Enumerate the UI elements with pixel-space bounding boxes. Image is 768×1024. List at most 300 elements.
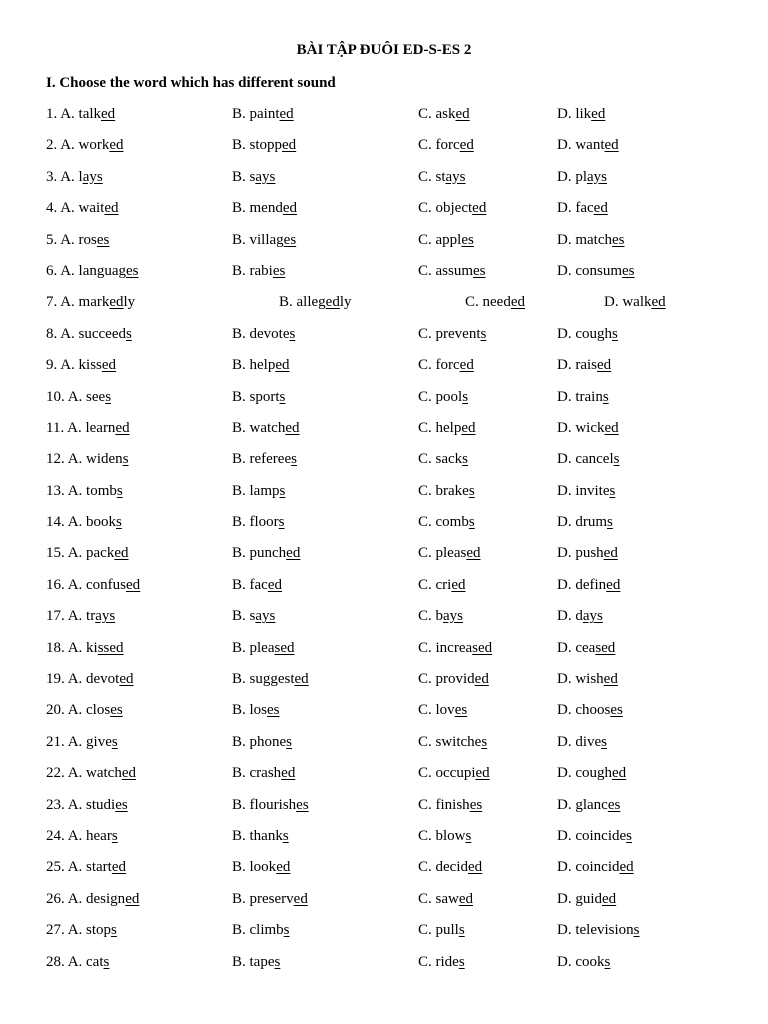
underlined-ending: ed xyxy=(282,200,298,217)
underlined-ending: es xyxy=(267,702,280,719)
option-c xyxy=(418,671,489,688)
option-text: A. watch xyxy=(67,765,122,782)
option-text: B. tape xyxy=(232,953,275,970)
question-row xyxy=(0,859,768,890)
option-text: D. dive xyxy=(557,733,602,750)
question-number: 13. xyxy=(46,482,68,499)
underlined-ending: ed xyxy=(125,890,140,907)
option-d xyxy=(557,922,640,939)
option-text: D. train xyxy=(557,388,603,405)
question-number: 21. xyxy=(46,733,68,750)
option-text: D. wick xyxy=(557,419,605,436)
option-text: A. stop xyxy=(67,922,112,939)
question-number: 5. xyxy=(46,231,61,248)
underlined-ending: ed xyxy=(285,419,300,436)
question-number: 3. xyxy=(46,168,61,185)
option-text: C. brake xyxy=(418,482,469,499)
option-c xyxy=(418,420,476,437)
option-b xyxy=(232,577,282,594)
option-text: A. work xyxy=(60,137,110,154)
question-row xyxy=(0,137,768,168)
option-d xyxy=(604,294,666,311)
option-a xyxy=(46,232,109,249)
option-a xyxy=(46,922,117,939)
option-b xyxy=(232,671,309,688)
question-number: 8. xyxy=(46,325,61,342)
underlined-ending: es xyxy=(461,231,474,248)
underlined-ending: s xyxy=(105,388,112,405)
option-text: D. cea xyxy=(557,639,596,656)
underlined-ending: ed xyxy=(286,545,301,562)
option-text: C. occupi xyxy=(418,765,476,782)
option-c xyxy=(418,514,475,531)
option-text: B. crash xyxy=(232,765,282,782)
underlined-ending: ed xyxy=(121,765,137,782)
option-c xyxy=(418,859,482,876)
question-row xyxy=(0,608,768,639)
underlined-ending: ed xyxy=(101,357,117,374)
option-d xyxy=(557,263,635,280)
option-b xyxy=(232,828,289,845)
question-number: 14. xyxy=(46,514,68,531)
question-row xyxy=(0,514,768,545)
option-text: B. villag xyxy=(232,231,284,248)
option-c xyxy=(418,765,490,782)
option-d xyxy=(557,859,634,876)
option-text: A. kiss xyxy=(60,357,102,374)
option-c xyxy=(418,483,475,500)
underlined-ending: ays xyxy=(587,168,607,185)
option-b xyxy=(232,734,292,751)
question-row xyxy=(0,420,768,451)
underlined-ending: ed xyxy=(119,671,134,688)
option-b xyxy=(232,797,309,814)
option-text: C. lov xyxy=(418,702,455,719)
underlined-ending: ed xyxy=(276,859,291,876)
option-text: C. provid xyxy=(418,671,475,688)
underlined-ending: ed xyxy=(109,294,124,311)
option-d xyxy=(557,577,620,594)
option-c xyxy=(418,702,467,719)
underlined-ending: ays xyxy=(255,608,276,625)
option-text: D. pl xyxy=(557,168,587,185)
option-b xyxy=(232,483,285,500)
underlined-ending: ed xyxy=(459,357,474,374)
option-text: A. tomb xyxy=(67,482,117,499)
underlined-ending: s xyxy=(126,325,132,342)
underlined-ending: s xyxy=(116,482,123,499)
option-text: B. s xyxy=(232,608,256,625)
option-text: A. pack xyxy=(67,545,115,562)
underlined-ending: ed xyxy=(458,890,474,907)
option-c xyxy=(418,451,468,468)
underlined-ending: ed xyxy=(115,419,130,436)
question-number: 17. xyxy=(46,608,68,625)
option-text: B. rabi xyxy=(232,262,273,279)
option-text: A. ki xyxy=(67,639,98,656)
underlined-ending: es xyxy=(469,796,483,813)
option-text: B. flourish xyxy=(232,796,297,813)
underlined-ending: es xyxy=(110,702,123,719)
option-c xyxy=(418,797,482,814)
option-text: B. punch xyxy=(232,545,287,562)
underlined-ending: s xyxy=(111,733,118,750)
underlined-ending: s xyxy=(465,827,472,844)
option-text: A. languag xyxy=(60,262,127,279)
underlined-ending: ed xyxy=(603,671,618,688)
option-text: D. coincid xyxy=(557,859,620,876)
option-text: D. wish xyxy=(557,671,604,688)
option-text: B. phone xyxy=(232,733,287,750)
option-text: C. ask xyxy=(418,106,456,122)
option-d xyxy=(557,169,607,186)
option-text: B. look xyxy=(232,859,277,876)
option-d xyxy=(557,954,610,971)
underlined-ending: ed xyxy=(510,294,525,311)
option-a xyxy=(46,294,135,311)
underlined-ending: ed xyxy=(455,106,470,122)
option-text: D. cough xyxy=(557,325,612,342)
underlined-ending: ays xyxy=(582,608,603,625)
option-d xyxy=(557,640,615,657)
underlined-ending: s xyxy=(609,482,616,499)
underlined-ending: ed xyxy=(603,545,618,562)
option-text: A. wait xyxy=(60,200,105,217)
option-text: A. hear xyxy=(67,827,112,844)
underlined-ending: es xyxy=(115,796,128,813)
question-number: 10. xyxy=(46,388,68,405)
underlined-ending: ed xyxy=(267,576,282,593)
option-a xyxy=(46,577,140,594)
underlined-ending: ssed xyxy=(97,639,124,656)
underlined-ending: es xyxy=(607,796,621,813)
option-text: B. s xyxy=(232,168,256,185)
option-c xyxy=(418,169,466,186)
option-text: A. mark xyxy=(60,294,110,311)
option-a xyxy=(46,483,123,500)
option-c xyxy=(418,106,470,123)
option-text: C. cri xyxy=(418,576,452,593)
question-row xyxy=(0,357,768,388)
option-text: D. television xyxy=(557,922,634,939)
option-text: A. give xyxy=(67,733,112,750)
option-b xyxy=(232,137,296,154)
question-number: 6. xyxy=(46,262,61,279)
option-d xyxy=(557,828,632,845)
option-a xyxy=(46,326,132,343)
underlined-ending: es xyxy=(283,231,297,248)
option-text: A. clos xyxy=(67,702,111,719)
underlined-ending: s xyxy=(462,451,469,468)
underlined-ending: ed xyxy=(114,545,129,562)
option-text: C. need xyxy=(465,294,511,311)
underlined-ending: es xyxy=(96,231,110,248)
question-number: 24. xyxy=(46,827,68,844)
option-text: D. drum xyxy=(557,514,607,531)
question-number: 11. xyxy=(46,419,68,436)
section-heading: I. Choose the word which has different sound xyxy=(46,75,336,91)
underlined-ending: ed xyxy=(459,137,474,154)
underlined-ending: s xyxy=(111,922,117,939)
option-text: A. confus xyxy=(67,576,127,593)
option-b xyxy=(232,169,275,186)
underlined-ending: ed xyxy=(294,671,309,688)
option-c xyxy=(418,326,486,343)
underlined-ending: s xyxy=(602,388,609,405)
option-c xyxy=(418,734,487,751)
underlined-ending: ed xyxy=(606,576,621,593)
option-text: B. thank xyxy=(232,827,283,844)
option-a xyxy=(46,954,109,971)
question-row xyxy=(0,200,768,231)
option-text: A. devot xyxy=(67,671,120,688)
option-b xyxy=(232,545,300,562)
option-text: B. alleg xyxy=(279,294,326,311)
option-d xyxy=(557,137,619,154)
underlined-ending: ed xyxy=(109,137,124,154)
underlined-ending: es xyxy=(296,796,309,813)
question-row xyxy=(0,483,768,514)
option-text: B. referee xyxy=(232,451,292,468)
question-row xyxy=(0,797,768,828)
question-row xyxy=(0,577,768,608)
option-text: D. cough xyxy=(557,765,612,782)
question-number: 9. xyxy=(46,357,61,374)
option-suffix: ly xyxy=(339,294,352,311)
underlined-ending: ed xyxy=(472,200,487,217)
question-number: 19. xyxy=(46,671,68,688)
underlined-ending: ed xyxy=(282,137,297,154)
underlined-ending: s xyxy=(279,482,286,499)
underlined-ending: s xyxy=(116,514,122,531)
option-text: D. want xyxy=(557,137,605,154)
underlined-ending: ed xyxy=(619,859,634,876)
option-a xyxy=(46,734,118,751)
underlined-ending: ed xyxy=(474,671,489,688)
option-text: C. pull xyxy=(418,922,459,939)
option-text: C. increa xyxy=(418,639,473,656)
option-suffix: ly xyxy=(123,294,136,311)
option-c xyxy=(418,200,486,217)
option-a xyxy=(46,765,136,782)
option-text: C. pool xyxy=(418,388,463,405)
underlined-ending: sed xyxy=(274,639,295,656)
question-row xyxy=(0,671,768,702)
option-text: C. appl xyxy=(418,231,462,248)
option-c xyxy=(418,640,492,657)
option-text: A. see xyxy=(67,388,106,405)
option-text: D. push xyxy=(557,545,604,562)
option-c xyxy=(418,545,481,562)
underlined-ending: ed xyxy=(593,200,608,217)
option-text: B. fac xyxy=(232,576,268,593)
option-a xyxy=(46,891,139,908)
option-b xyxy=(232,859,290,876)
option-b xyxy=(232,451,297,468)
question-row xyxy=(0,734,768,765)
question-row xyxy=(0,545,768,576)
underlined-ending: s xyxy=(601,733,608,750)
option-a xyxy=(46,671,134,688)
option-a xyxy=(46,420,130,437)
option-text: A. succeed xyxy=(60,325,126,342)
option-text: D. invite xyxy=(557,482,610,499)
underlined-ending: es xyxy=(454,702,468,719)
underlined-ending: s xyxy=(468,482,475,499)
underlined-ending: ed xyxy=(293,890,308,907)
question-number: 16. xyxy=(46,576,68,593)
underlined-ending: ays xyxy=(95,608,116,625)
option-a xyxy=(46,137,124,154)
question-number: 27. xyxy=(46,922,68,939)
question-list xyxy=(0,106,768,985)
option-d xyxy=(557,514,613,531)
option-text: D. choos xyxy=(557,702,611,719)
option-text: D. cook xyxy=(557,953,605,970)
question-number: 26. xyxy=(46,890,68,907)
option-text: C. finish xyxy=(418,796,470,813)
question-row xyxy=(0,389,768,420)
option-text: A. l xyxy=(60,168,83,185)
option-a xyxy=(46,106,115,123)
option-c xyxy=(418,577,466,594)
option-a xyxy=(46,608,115,625)
option-text: C. st xyxy=(418,168,446,185)
option-b xyxy=(232,514,285,531)
option-text: A. talk xyxy=(60,106,102,122)
question-number: 15. xyxy=(46,545,68,562)
option-d xyxy=(557,420,619,437)
option-text: A. tr xyxy=(67,608,96,625)
option-b xyxy=(232,420,300,437)
option-d xyxy=(557,357,611,374)
underlined-ending: s xyxy=(291,451,297,468)
option-text: D. defin xyxy=(557,576,607,593)
option-text: B. climb xyxy=(232,922,284,939)
option-text: D. d xyxy=(557,608,583,625)
option-b xyxy=(232,702,280,719)
option-text: B. preserv xyxy=(232,890,294,907)
option-c xyxy=(418,922,465,939)
option-a xyxy=(46,263,139,280)
question-number: 22. xyxy=(46,765,68,782)
option-b xyxy=(232,106,294,123)
option-b xyxy=(232,608,275,625)
option-d xyxy=(557,891,616,908)
underlined-ending: s xyxy=(612,325,618,342)
option-b xyxy=(232,922,290,939)
option-d xyxy=(557,797,620,814)
question-number: 18. xyxy=(46,639,68,656)
underlined-ending: ed xyxy=(111,859,127,876)
question-row xyxy=(0,954,768,985)
underlined-ending: ed xyxy=(104,200,119,217)
option-text: A. design xyxy=(67,890,126,907)
underlined-ending: s xyxy=(283,922,290,939)
option-a xyxy=(46,828,118,845)
option-text: C. switche xyxy=(418,733,482,750)
option-text: C. decid xyxy=(418,859,468,876)
question-number: 25. xyxy=(46,859,68,876)
option-c xyxy=(465,294,525,311)
option-text: B. stopp xyxy=(232,137,283,154)
option-a xyxy=(46,200,119,217)
underlined-ending: s xyxy=(289,325,296,342)
option-text: C. object xyxy=(418,200,473,217)
option-b xyxy=(232,326,295,343)
option-text: A. widen xyxy=(67,451,123,468)
option-text: D. fac xyxy=(557,200,594,217)
option-text: A. learn xyxy=(67,419,116,436)
option-text: A. book xyxy=(67,514,117,531)
underlined-ending: s xyxy=(604,953,611,970)
underlined-ending: es xyxy=(473,262,486,279)
question-row xyxy=(0,922,768,953)
underlined-ending: s xyxy=(626,827,632,844)
option-a xyxy=(46,514,122,531)
underlined-ending: ed xyxy=(602,890,617,907)
underlined-ending: ed xyxy=(466,545,481,562)
option-a xyxy=(46,702,123,719)
option-text: A. cat xyxy=(67,953,104,970)
question-row xyxy=(0,232,768,263)
option-c xyxy=(418,954,465,971)
option-text: B. lamp xyxy=(232,482,280,499)
option-text: B. floor xyxy=(232,514,279,531)
option-c xyxy=(418,389,468,406)
question-number: 12. xyxy=(46,451,68,468)
option-b xyxy=(232,954,280,971)
option-c xyxy=(418,891,473,908)
option-c xyxy=(418,357,474,374)
option-text: B. suggest xyxy=(232,671,295,688)
option-a xyxy=(46,859,126,876)
underlined-ending: ed xyxy=(475,765,490,782)
question-number: 2. xyxy=(46,137,61,154)
underlined-ending: ays xyxy=(445,168,466,185)
option-text: D. walk xyxy=(604,294,652,311)
option-text: A. ros xyxy=(60,231,97,248)
underlined-ending: ed xyxy=(604,137,619,154)
underlined-ending: es xyxy=(272,262,286,279)
underlined-ending: ays xyxy=(443,608,464,625)
option-text: D. cancel xyxy=(557,451,614,468)
underlined-ending: s xyxy=(278,514,285,531)
underlined-ending: s xyxy=(480,325,487,342)
option-text: C. b xyxy=(418,608,444,625)
option-b xyxy=(232,891,308,908)
option-c xyxy=(418,137,474,154)
question-row xyxy=(0,326,768,357)
option-text: C. help xyxy=(418,419,462,436)
question-number: 1. xyxy=(46,106,61,122)
underlined-ending: s xyxy=(613,451,620,468)
underlined-ending: s xyxy=(111,827,118,844)
question-row xyxy=(0,451,768,482)
option-a xyxy=(46,389,111,406)
option-d xyxy=(557,765,626,782)
question-row xyxy=(0,640,768,671)
underlined-ending: es xyxy=(126,262,139,279)
option-text: B. watch xyxy=(232,419,286,436)
option-text: D. coincide xyxy=(557,827,627,844)
question-row xyxy=(0,702,768,733)
option-c xyxy=(418,828,471,845)
underlined-ending: ed xyxy=(275,357,290,374)
option-text: B. plea xyxy=(232,639,275,656)
underlined-ending: ed xyxy=(591,106,606,122)
underlined-ending: s xyxy=(468,514,475,531)
